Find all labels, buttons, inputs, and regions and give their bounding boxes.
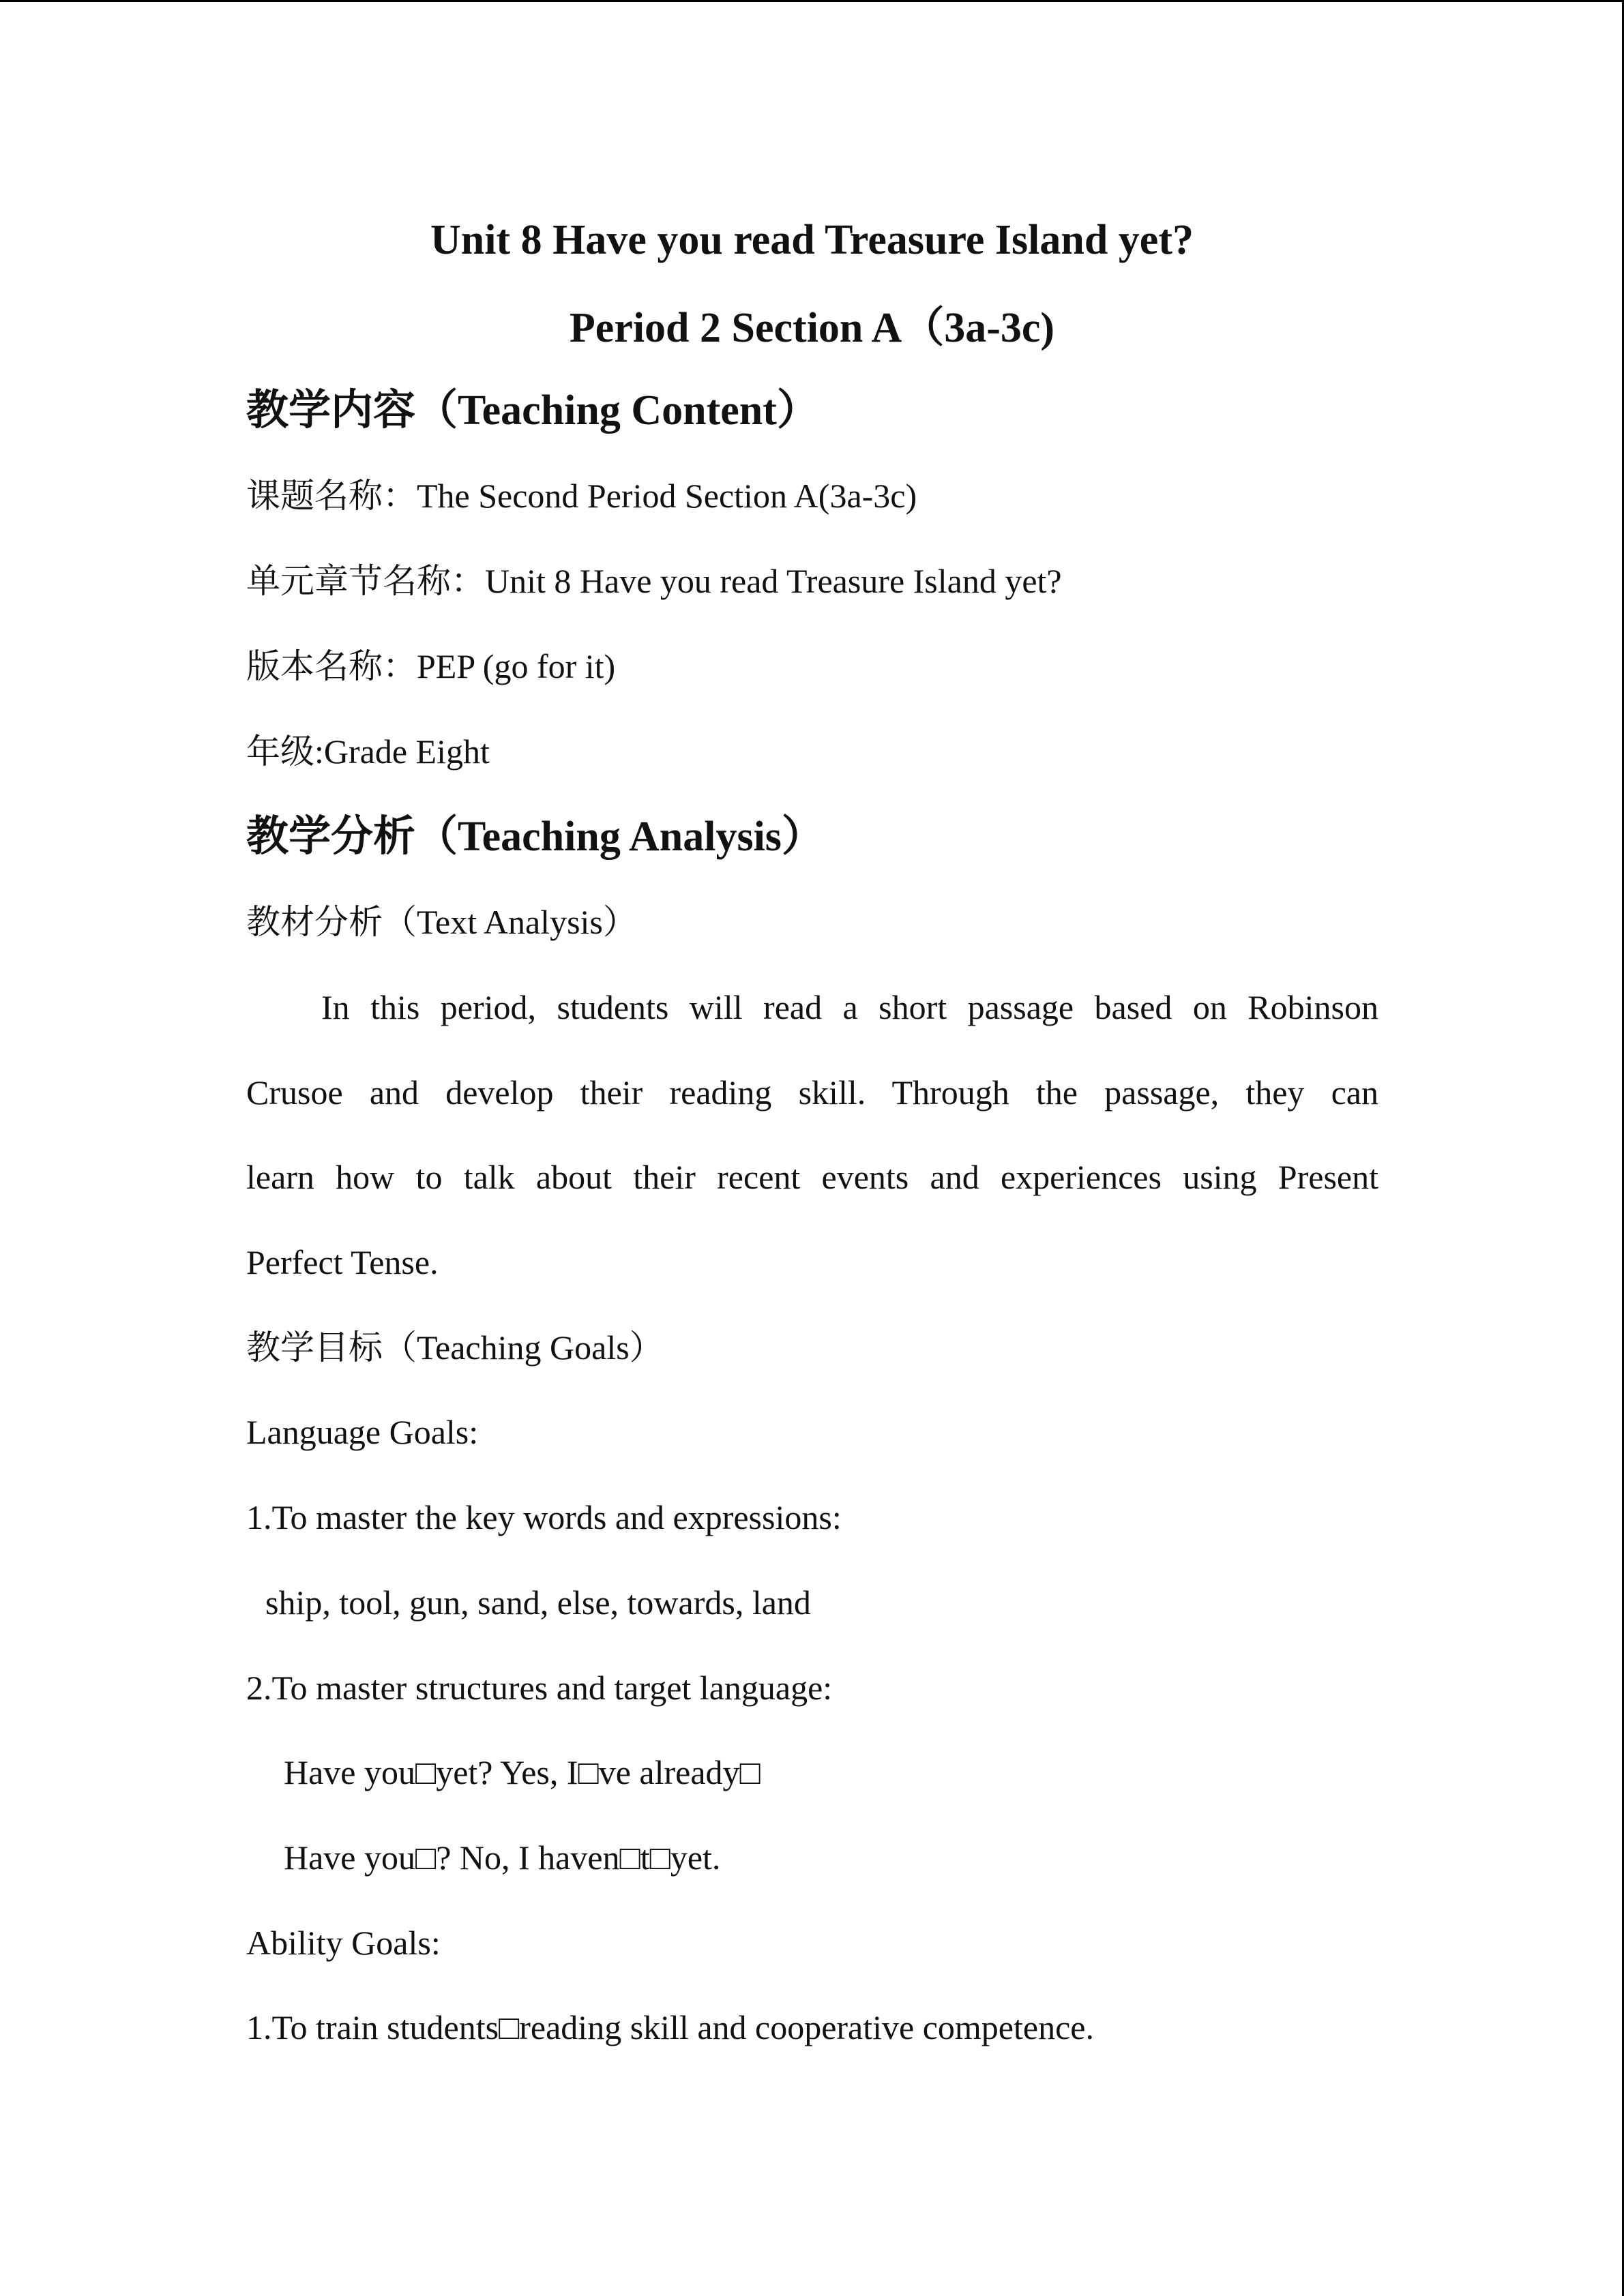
- paragraph-line-2: Crusoe and develop their reading skill. Through the passage, they can: [246, 1073, 1378, 1112]
- page-top-border: [0, 0, 1624, 2]
- example-sentence-2: Have you□? No, I haven□t□yet.: [284, 1838, 721, 1877]
- teaching-analysis-heading: 教学分析（Teaching Analysis）: [246, 814, 824, 860]
- edition-line: 版本名称：PEP (go for it): [246, 647, 616, 685]
- example-sentence-1: Have you□yet? Yes, I□ve already□: [284, 1753, 761, 1791]
- paragraph-line-3: learn how to talk about their recent events and experiences using Present: [246, 1158, 1378, 1196]
- document-subtitle: Period 2 Section A（3a-3c): [569, 305, 1055, 351]
- teaching-content-heading: 教学内容（Teaching Content）: [246, 387, 819, 434]
- document-title: Unit 8 Have you read Treasure Island yet?: [430, 217, 1194, 263]
- text-analysis-label: 教材分析（Text Analysis）: [246, 903, 637, 941]
- unit-name-line: 单元章节名称：Unit 8 Have you read Treasure Island yet?: [246, 562, 1062, 600]
- goal-1: 1.To master the key words and expressions:: [246, 1498, 842, 1536]
- grade-line: 年级:Grade Eight: [246, 732, 490, 771]
- ability-goal-1: 1.To train students□reading skill and cooperative competence.: [246, 2008, 1094, 2046]
- goal-1-words: ship, tool, gun, sand, else, towards, land: [265, 1583, 811, 1622]
- paragraph-line-1: In this period, students will read a short passage based on Robinson: [321, 988, 1378, 1026]
- lesson-title-line: 课题名称：The Second Period Section A(3a-3c): [246, 477, 917, 515]
- teaching-goals-label: 教学目标（Teaching Goals）: [246, 1328, 664, 1367]
- ability-goals-label: Ability Goals:: [246, 1924, 441, 1962]
- paragraph-line-4: Perfect Tense.: [246, 1243, 439, 1281]
- goal-2: 2.To master structures and target language:: [246, 1669, 833, 1707]
- language-goals-label: Language Goals:: [246, 1413, 479, 1451]
